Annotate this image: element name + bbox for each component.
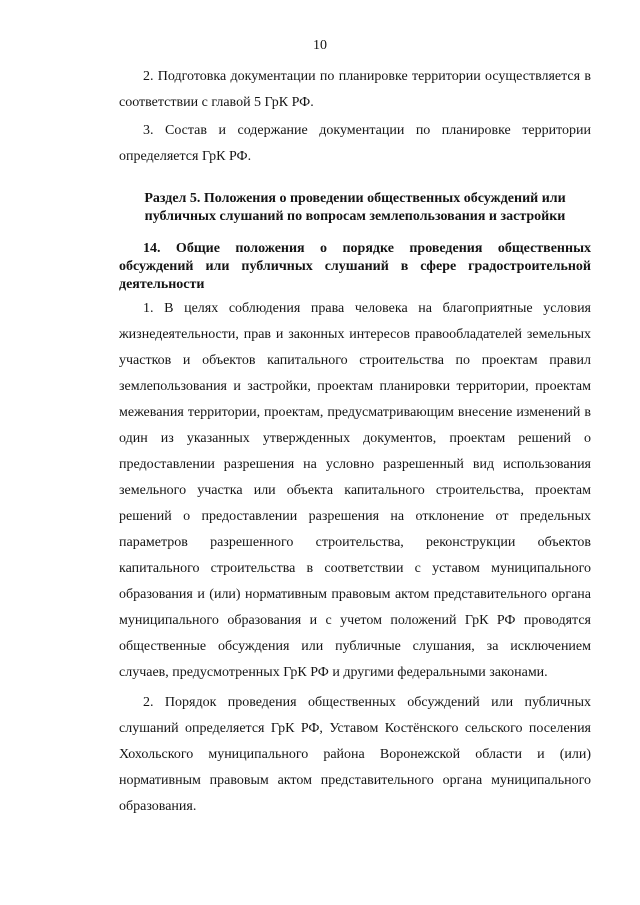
paragraph-3: 3. Состав и содержание документации по планировке территории определяется ГрК РФ. <box>119 123 591 164</box>
section-title: Раздел 5. Положения о проведении общественных обсуждений или публичных слушаний по вопросам землепользования и застройки <box>144 191 566 224</box>
page-number: 10 <box>313 38 327 53</box>
paragraph-2: 2. Подготовка документации по планировке территории осуществляется в соответствии с главой 5 ГрК РФ. <box>119 69 591 110</box>
article-paragraph-2: 2. Порядок проведения общественных обсуждений или публичных слушаний определяется ГрК РФ, Уставом Костёнского сельского поселения Хохольского муниципального района Воронежской области и (или) нормативным правовым актом представительного органа муниципального образования. <box>119 695 591 814</box>
article-paragraph-1: 1. В целях соблюдения права человека на благоприятные условия жизнедеятельности, прав и законных интересов правообладателей земельных участков и объектов капитального строительства по проектам правил землепользования и застройки, проектам планировки территории, проектам межевания территории, проектам, предусматривающим внесение изменений в один из указанных утвержденных документов, проектам решений о предоставлении разрешения на условно разрешенный вид использования земельного участка или объекта капитального строительства, проектам решений о предоставлении разрешения на отклонение от предельных параметров разрешенного строительства, реконструкции объектов капитального строительства в соответствии с уставом муниципального образования и (или) нормативным правовым актом представительного органа муниципального образования и с учетом положений ГрК РФ проводятся общественные обсуждения или публичные слушания, за исключением случаев, предусмотренных ГрК РФ и другими федеральными законами. <box>119 301 591 680</box>
article-title: 14. Общие положения о порядке проведения общественных обсуждений или публичных слушаний в сфере градостроительной деятельности <box>119 241 591 292</box>
